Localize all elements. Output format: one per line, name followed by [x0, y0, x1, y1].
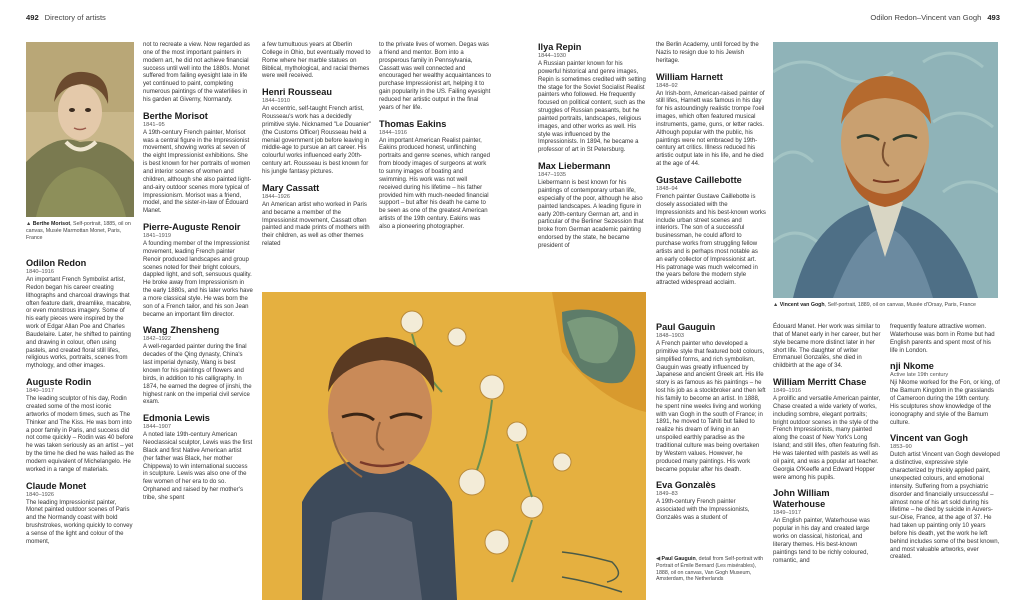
artist-bio: A Russian painter known for his powerful historical and genre images, Repin is sometimes credited with setting the stage for the Soviet Socialist Realist painters who followed. He frequently focused on political content, such as the struggles of Russian peasants, but he painted portraits, landscapes, religious images, and other works as well. His style was influenced by the Impressionists. In 1894, he became a professor of art in St Petersburg. [538, 61, 646, 154]
artist-bio: An important American Realist painter, Eakins produced honest, unflinching portraits and genre scenes, which ranged from bloody images of surgeons at work to sunny images of boating and swimming. His work was not well received during his lifetime – his father provided him with much-needed financial support – but after his death he came to be seen as one of the greatest American artists of the 19th century. Eakins was also a pioneering photographer. [379, 137, 490, 230]
artist-bio: A 19th-century French painter, Morisot was a central figure in the Impressionist movement, showing works at seven of the eight Impressionist exhibitions. She is best known for her portraits of women and interior scenes of women and children, although she also painted light-and-airy outdoor scenes more typical of Impressionism. Morisot was a friend, model, and the sister-in-law of Édouard Manet. [143, 129, 252, 215]
column-5 [538, 42, 646, 257]
left-page-number: 492 [26, 13, 39, 22]
artist-entry [143, 413, 253, 503]
artist-dates: 1849–1917 [773, 510, 801, 517]
right-running-header [870, 13, 1000, 22]
artist-bio: Dutch artist Vincent van Gogh developed a distinctive, expressive style characterized by thickly applied paint, unexpected colours, and emotional intensity. Suffering from a psychiatric disorder and financially unsuccessful – almost none of his art sold during his lifetime – he died by suicide in Auvers-sur-Oise, France, at the age of 37. He had taken up painting only 10 years before his death, yet the work he left behind includes some of the best known, and most valuable artworks, ever created. [890, 452, 1000, 561]
artist-entry [656, 480, 766, 523]
artist-dates: 1844–1907 [143, 424, 171, 431]
artist-bio: Édouard Manet. Her work was similar to that of Manet early in her career, but her style became more distinct later in her short life. The daughter of writer Emmanuel Gonzalès, she died in childbirth at the age of 34. [773, 324, 881, 370]
gauguin-caption [656, 556, 764, 583]
artist-name: Thomas Eakins [379, 118, 447, 129]
van-gogh-caption [773, 302, 998, 309]
artist-dates: 1848–92 [656, 82, 678, 89]
artist-bio: A founding member of the Impressionist movement, leading French painter Renoir produced landscapes and group scenes noted for their bright colours, dappled light, and soft, sensuous quality. He broke away from Impressionism in the early 1880s, and his later works have a more classical style. He was born the son of a French tailor, and his son Jean became an important film director. [143, 241, 253, 318]
caption-title: Berthe Morisot [32, 221, 71, 227]
artist-dates: 1840–1916 [26, 269, 54, 275]
artist-entry [379, 42, 491, 113]
triangle-marker-icon: ◀ [656, 556, 662, 562]
artist-bio: An Irish-born, American-raised painter of still lifes, Harnett was famous in his day for his astoundingly realistic trompe l'oeil images, which often featured musical instruments, game, guns, or letter racks. Although popular with the public, his paintings were not embraced by 19th-century art critics. Illness reduced his artistic output late in his life, and he died at the age of 44. [656, 90, 765, 168]
caption-title: Vincent van Gogh [779, 302, 825, 308]
artist-dates: 1844–1916 [379, 129, 407, 136]
artist-dates: 1844–1930 [538, 53, 566, 59]
artist-name: Auguste Rodin [26, 377, 92, 388]
morisot-self-portrait [26, 42, 134, 217]
column-6-lower [656, 322, 766, 529]
artist-bio: An American artist who worked in Paris and became a member of the Impressionist movement, Cassatt often painted and made prints of mothers with their children, as well as other themes related [262, 201, 370, 248]
artist-bio: frequently feature attractive women. Waterhouse was born in Rome but had English parents and spent most of his life in London. [890, 324, 995, 354]
right-section-title: Odilon Redon–Vincent van Gogh [870, 13, 982, 22]
artist-bio: A well-regarded painter during the final decades of the Qing dynasty, China's last imperial dynasty, Wang is best known for his paintings of flowers and birds, in addition to his calligraphy. In 1874, he earned the degree of jinshi, the highest rank on the imperial civil service exam. [143, 344, 252, 406]
artist-dates: 1847–1935 [538, 172, 566, 179]
right-page-number: 493 [987, 13, 1000, 22]
caption-text: , Self-portrait, 1889, oil on canvas, Musée d'Orsay, Paris, France [824, 302, 977, 308]
artist-bio: to the private lives of women. Degas was a friend and mentor. Born into a prosperous family in Pennsylvania, Cassatt was well connected and encouraged her wealthy acquaintances to purchase Impressionist art, helping it to gain popularity in the US. Failing eyesight reduced her artistic output in the final years of her life. [379, 42, 491, 111]
artist-bio: An English painter, Waterhouse was popular in his day and created large works on classical, historical, and literary themes. His best-known paintings tend to be richly coloured, romantic, and [773, 518, 870, 564]
artist-bio: Liebermann is best known for his paintings of contemporary urban life, especially of the poor, although he also painted landscapes. A leading figure in early 20th-century German art, and in particular of the Berliner Sezession that broke from German academic painting endorsed by the state, he became president of [538, 180, 644, 249]
artist-entry [26, 481, 134, 547]
artist-entry [143, 42, 253, 105]
artist-name: Max Liebermann [538, 161, 611, 172]
artist-name: Ilya Repin [538, 42, 582, 52]
artist-dates: 1841–1919 [143, 233, 171, 240]
artist-name: William Harnett [656, 71, 723, 82]
artist-entry [656, 175, 766, 288]
artist-bio: French painter Gustave Caillebotte is closely associated with the Impressionists and his best-known works include urban street scenes and interiors. The son of a successful businessman, he could afford to purchase works from struggling fellow artists and is perhaps most notable as an early collector of Impressionist art. His patronage was much welcomed in the years before the modern style attracted widespread acclaim. [656, 193, 766, 287]
artist-bio: the Berlin Academy, until forced by the Nazis to resign due to his Jewish heritage. [656, 42, 759, 64]
artist-entry [262, 42, 372, 81]
artist-name: Edmonia Lewis [143, 413, 210, 424]
artist-entry [890, 324, 1000, 355]
van-gogh-self-portrait [773, 42, 998, 298]
artist-entry [143, 111, 253, 216]
morisot-caption [26, 221, 134, 241]
artist-dates: 1844–1910 [262, 98, 290, 105]
artist-name: Berthe Morisot [143, 110, 208, 121]
artist-bio: a few tumultuous years at Oberlin College in Ohio, but eventually moved to Rome where her marble statues on Biblical, mythological, and racial themes were well received. [262, 42, 371, 80]
column-7 [773, 324, 881, 571]
triangle-marker-icon: ▲ [773, 302, 780, 308]
artist-name: William Merritt Chase [773, 377, 867, 388]
column-1 [26, 258, 134, 553]
artist-entry [143, 222, 253, 319]
artist-name: Vincent van Gogh [890, 433, 968, 444]
artist-entry [656, 72, 766, 169]
artist-entry [656, 322, 766, 474]
artist-dates: 1842–1922 [143, 336, 171, 343]
artist-entry [773, 324, 881, 371]
caption-text: , detail from Self-portrait with Portrait of Émile Bernard (Les misérables), 1888, oil on canvas, Van Gogh Museum, Amsterdam, the Netherlands [656, 556, 764, 583]
artist-entry [26, 377, 134, 474]
artist-name: Henri Rousseau [262, 87, 332, 98]
artist-name: nji Nkome [890, 361, 934, 372]
column-6 [656, 42, 766, 294]
artist-entry [143, 325, 253, 407]
artist-dates: 1840–1917 [26, 388, 54, 395]
artist-name: Claude Monet [26, 480, 87, 491]
artist-dates: 1849–83 [656, 491, 678, 498]
artist-bio: A French painter who developed a primitive style that featured bold colours, simplified forms, and rich symbolism, Gauguin was greatly influenced by Japanese and ancient Greek art. His life story is as famous as his paintings – he lost his job as a stockbroker and then left his family to become an artist. In 1888, he spent nine weeks living and working with van Gogh in the south of France; in 1891, he moved to Tahiti but failed to realize his dream of living in an unspoiled earthly paradise as the traditional culture was being overtaken by Western values. However, he produced many paintings. His work became popular after his death. [656, 341, 766, 473]
artist-entry [656, 42, 766, 66]
artist-dates: 1849–1916 [773, 388, 801, 395]
artist-bio: A prolific and versatile American painter, Chase created a wide variety of works, including sombre, elegant portraits; bright outdoor scenes in the style of the French Impressionists, many painted along the coast of New York's Long Island; and still lifes, often featuring fish. He was talented with pastels as well as oil paint, and was a popular art teacher. Georgia O'Keeffe and Edward Hopper were among his pupils. [773, 396, 881, 481]
artist-entry [538, 161, 646, 251]
artist-entry [262, 183, 372, 249]
artist-bio: A 19th-century French painter associated with the Impressionists, Gonzalès was a student of [656, 499, 750, 522]
artist-bio: The leading sculptor of his day, Rodin created some of the most iconic artworks of modern times, such as The Thinker and The Kiss. He was born into a poor family in Paris, and success did not come quickly – Rodin was 40 before he was taken seriously as an artist – yet by the time he died he was hailed as the modern equivalent of Michelangelo. He worked in a range of materials. [26, 396, 134, 473]
artist-bio: Nji Nkome worked for the Fon, or king, of the Bamum Kingdom in the grasslands of Cameroon during the 19th century. His sculptures show knowledge of the iconography and style of the Bamum culture. [890, 380, 1000, 426]
artist-bio: An important French Symbolist artist, Redon began his career creating lithographs and charcoal drawings that often feature dark, dreamlike, macabre, or even monstrous imagery. Some of his early pieces were inspired by the work of Edgar Allan Poe and Charles Baudelaire. Later, he shifted to painting and drawing in colour, often using pastels, and created floral still lifes, religious works, portraits, scenes from mythology, and other images. [26, 277, 132, 370]
column-4 [379, 42, 491, 238]
column-2 [143, 42, 253, 509]
artist-entry [773, 377, 881, 482]
triangle-marker-icon: ▲ [26, 221, 33, 227]
artist-bio: An eccentric, self-taught French artist, Rousseau's work has a decidedly primitive style. Nicknamed "Le Douanier" (the Customs Officer) Rousseau held a menial government job before leaving in middle-age to pursue an art career. His colourful works influenced early 20th-century art. Rousseau is best known for his jungle fantasy pictures. [262, 106, 372, 175]
artist-entry [262, 87, 372, 177]
artist-dates: 1848–94 [656, 185, 678, 192]
artist-name: Paul Gauguin [656, 322, 716, 332]
artist-dates: 1848–1903 [656, 333, 684, 339]
column-8 [890, 324, 1000, 568]
artist-entry [26, 258, 134, 371]
artist-dates: 1841–95 [143, 121, 165, 128]
artist-name: Pierre-Auguste Renoir [143, 222, 241, 233]
artist-entry [773, 488, 881, 565]
caption-title: Paul Gauguin [661, 556, 696, 562]
artist-name: Mary Cassatt [262, 182, 320, 193]
artist-dates: 1840–1926 [26, 491, 54, 498]
artist-name: John William Waterhouse [773, 488, 830, 510]
artist-bio: not to recreate a view. Now regarded as one of the most important painters in modern art, he did not achieve financial success until well into the 1880s. Monet suffered from failing eyesight late in life yet continued to paint, completing numerous paintings of the waterlilies in his garden at Giverny, Normandy. [143, 42, 250, 103]
artist-entry [890, 433, 1000, 562]
gauguin-self-portrait-painting [262, 292, 646, 600]
artist-dates: 1844–1926 [262, 193, 290, 200]
left-section-title: Directory of artists [44, 13, 106, 22]
caption-text: , Self-portrait, 1885, oil on canvas, Musée Marmottan Monet, Paris, France [26, 221, 131, 241]
artist-bio: A noted late 19th-century American Neoclassical sculptor, Lewis was the first Black and first Native American artist (her father was Black, her mother Chippewa) to win international success in sculpture. Lewis was also one of the few women of her era to do so. Orphaned and raised by her mother's tribe, she spent [143, 432, 253, 501]
column-3 [262, 42, 372, 255]
artist-name: Odilon Redon [26, 258, 87, 268]
left-running-header [26, 13, 106, 22]
artist-dates: Active late 19th century [890, 372, 949, 379]
artist-entry [538, 42, 646, 155]
artist-name: Wang Zhensheng [143, 325, 220, 336]
artist-dates: 1853–90 [890, 444, 912, 451]
artist-entry [379, 119, 491, 232]
artist-name: Gustave Caillebotte [656, 174, 742, 185]
artist-bio: The leading Impressionist painter, Monet painted outdoor scenes of Paris and the Normandy coast with bold brushstrokes, working quickly to convey a sense of the light and colour of the moment, [26, 499, 133, 545]
artist-entry [890, 361, 1000, 427]
artist-name: Eva Gonzalès [656, 480, 716, 491]
